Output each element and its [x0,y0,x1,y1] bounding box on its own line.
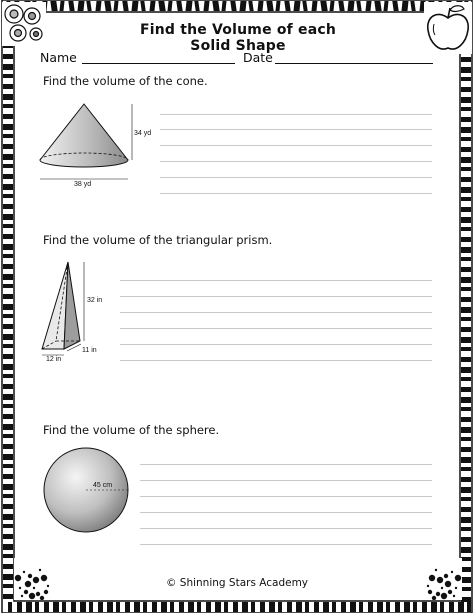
apple-icon [424,2,472,54]
prism-height-label: 32 in [87,297,103,304]
copyright-footer: © Shinning Stars Academy [165,577,309,589]
cone-figure [36,98,161,194]
answer-line[interactable] [160,193,432,194]
triangular-prism-figure [36,258,116,366]
answer-line[interactable] [160,114,432,115]
answer-line[interactable] [160,161,432,162]
answer-line[interactable] [140,496,432,497]
answer-line[interactable] [160,177,432,178]
question-sphere: Find the volume of the sphere. [43,423,220,437]
answer-line[interactable] [120,312,432,313]
answer-line[interactable] [140,512,432,513]
date-field[interactable] [275,63,433,64]
question-cone: Find the volume of the cone. [43,74,208,88]
prism-base-label: 12 in [46,356,62,363]
answer-line[interactable] [120,296,432,297]
cone-diameter-label: 38 yd [74,181,92,188]
answer-line[interactable] [140,464,432,465]
answer-line[interactable] [140,544,432,545]
answer-line[interactable] [120,280,432,281]
answer-line[interactable] [160,129,432,130]
name-field[interactable] [82,63,235,64]
answer-line[interactable] [120,344,432,345]
cone-height-label: 34 yd [134,130,152,137]
flower-cluster-icon [2,2,46,46]
answer-line[interactable] [120,328,432,329]
date-label: Date [243,50,273,65]
page-title: Find the Volume of each Solid Shape [139,22,337,54]
sphere-figure [38,446,134,536]
name-label: Name [40,50,77,65]
answer-line[interactable] [160,145,432,146]
question-prism: Find the volume of the triangular prism. [43,233,273,247]
answer-line[interactable] [140,480,432,481]
answer-line[interactable] [140,528,432,529]
sphere-radius-label: 45 cm [93,482,113,489]
answer-line[interactable] [120,360,432,361]
prism-depth-label: 11 in [82,347,97,354]
